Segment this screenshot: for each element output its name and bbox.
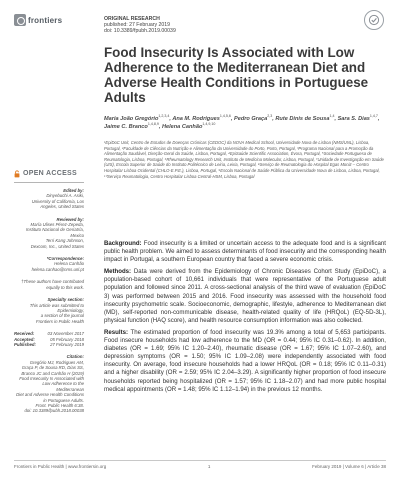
- author-list: Maria João Gregório$^{1,2,3,4}$, Ana M. Rodrigues$^{1,4,5,6}$, Pedro Graça$^{2,3}$, Rute Dinis de Sousa$^{1,4}$, Sara S. Dias$^{1,4,7}$, Jaime C. Branco$^{1,4,8,9}$, Helena Canhão$^{1,4,9,10}$: [104, 114, 380, 130]
- author[interactable]: Sara S. Dias$^{1,4,7}$: [337, 114, 378, 122]
- article-title: Food Insecurity Is Associated with Low Adherence to the Mediterranean Diet and Adverse Health Conditions in Portuguese Adults: [104, 45, 369, 105]
- correspondence-block: *Correspondence: Helena Canhão helena.canhao@nms.unl.pt: [14, 256, 84, 272]
- article-sidebar: [14, 170, 84, 414]
- author[interactable]: Rute Dinis de Sousa$^{1,4}$: [275, 114, 335, 122]
- affiliations: ¹EpiDoC Unit, Centro de Estudos de Doenças Crónicas (CEDOC) da NOVA Medical School, Universidade Nova de Lisboa (NMS/UNL), Lisboa, Portugal, ²Faculdade de Ciências da Nutrição e Alimentação da Universidade do Porto, Porto, Portugal, ³Programa Nacional para a Promoção da Alimentação Saudável, Direção-Geral da Saúde, Lisboa, Portugal, ⁴EpiSaúde Scientific Association, Évora, Portugal, ⁵Sociedade Portuguesa de Reumatologia, Lisboa, Portugal, ⁶Rheumatology Research Unit, Instituto de Medicina Molecular, Lisboa, Portugal, ⁷Unidade de Investigação em Saúde (UIS), Escola Superior de Saúde do Instituto Politécnico de Leiria, Leiria, Portugal, ⁸Serviço de Reumatologia do Hospital Egas Moniz – Centro Hospitalar Lisboa Ocidental (CHLO-E.P.E.), Lisboa, Portugal, ⁹Escola Nacional de Saúde Pública da Universidade Nova de Lisboa, Lisboa, Portugal, ¹⁰Serviço Reumatologia, Centro Hospitalar Lisboa Central-HSM, Lisboa, Portugal: [104, 140, 384, 179]
- abstract-methods: Methods: Data were derived from the Epidemiology of Chronic Diseases Cohort Study (EpiDoC), a population-based cohort of 10,661 individuals that were representative of the Portuguese adult population and followed since 2011. A cross-sectional analysis of the third wave of evaluation (EpiDoC 3) was performed between 2015 and 2016. Food insecurity was assessed with the household food insecurity psychometric scale. Socioeconomic, demographic, lifestyle, adherence to Mediterranean diet (MD), self-reported non-communicable disease, health-related quality of life (HRQoL) (EQ-5D-3L), physical function (HAQ score), and health resource consumption information was also collected.: [104, 268, 386, 324]
- article-type: ORIGINAL RESEARCH: [104, 16, 160, 22]
- reviewed-by-block: Reviewed by: María Ulises Pérez-Zepeda, Instituto Nacional de Geriatría, Mexico Terri Kang Johnson, Dexcom, Inc., United States: [25, 216, 84, 249]
- journal-logo-text: frontiers: [28, 15, 63, 25]
- date-published: Published: 27 February 2019: [14, 341, 84, 347]
- page-number: 1: [207, 464, 211, 469]
- citation-block: Citation: Gregório MJ, Rodrigues AM, Graça P, de Sousa RD, Dias SS, Branco JC and Canhão H (2019) Food Insecurity Is Associated with Low Adherence to the Mediterranean Diet and Adverse Health Conditions in Portuguese Adults. Front. Public Health 6:38. doi: 10.3389/fpubh.2018.00038: [14, 354, 84, 413]
- date-accepted: Accepted: 05 February 2018: [14, 336, 84, 342]
- article-type-line: [104, 16, 176, 34]
- author[interactable]: Ana M. Rodrigues$^{1,4,5,6}$: [172, 114, 231, 122]
- sidebar-divider: [14, 182, 84, 183]
- author[interactable]: Helena Canhão$^{1,4,9,10}$: [161, 122, 216, 130]
- footer-volume: February 2019 | Volume 6 | Article 38: [312, 464, 386, 469]
- doi-line[interactable]: doi: 10.3389/fpubh.2019.00039: [104, 28, 176, 34]
- specialty-section-block: Specialty section: This article was submitted to Epidemiology, a section of the journal Frontiers in Public Health: [29, 297, 84, 324]
- date-received: Received: 03 November 2017: [14, 331, 84, 337]
- check-updates-icon: [368, 14, 380, 26]
- open-access-label: OPEN ACCESS: [14, 170, 84, 178]
- correspondence-email[interactable]: helena.canhao@nms.unl.pt: [31, 266, 84, 272]
- edited-by-block: Edited by: Dinyebuchi A. Asiki, University of California, Los Angeles, United States: [31, 188, 84, 210]
- abstract: [104, 240, 386, 398]
- author[interactable]: Jaime C. Branco$^{1,4,8,9}$: [104, 122, 159, 130]
- author[interactable]: Pedro Graça$^{2,3}$: [233, 114, 273, 122]
- frontiers-logo-icon: [14, 14, 26, 26]
- abstract-background: Background: Food insecurity is a limited or uncertain access to the adequate food and is a significant public health problem. We aimed to assess determinants of food insecurity and the corresponding health impact in Portugal, a southern European country that faced a severe economic crisis.: [104, 240, 386, 264]
- citation-doi[interactable]: doi: 10.3389/fpubh.2018.00038: [24, 408, 84, 414]
- author[interactable]: Maria João Gregório$^{1,2,3,4}$: [104, 114, 170, 122]
- equal-contribution-note: †These authors have contributed equally to this work.: [21, 279, 84, 290]
- article-dates: [14, 331, 84, 347]
- journal-logo: [14, 13, 74, 27]
- footer-journal[interactable]: Frontiers in Public Health | www.frontiersin.org: [14, 464, 107, 469]
- open-lock-icon: [14, 170, 20, 178]
- check-for-updates-badge[interactable]: [364, 10, 384, 30]
- abstract-results: Results: The estimated proportion of food insecurity was 19.3% among a total of 5,653 participants. Food insecure households had low adherence to the MD (OR = 0.44; 95% IC 0.31–0.62). In addition, diabetes (OR = 1.69; 95% IC 1.20–2.40), rheumatic disease (OR = 1.67; 95% IC 1.07–2.60), and depression symptoms (OR = 1.50; 95% IC 1.09–2.08) were independently associated with food insecurity. On average, food insecure households had a lower HRQoL (OR = 0.18; 95% IC 0.11–0.31) and a higher disability (OR = 2.59; 95% IC 2.04–3.29). A significantly higher proportion of food insecure households reported being hospitalized (OR = 1.57; 95% IC 1.18–2.07) and had more public hospital medical appointments (OR = 1.48; 95% IC 1.12–1.94) in the previous 12 months.: [104, 328, 386, 393]
- page-footer: [14, 460, 386, 469]
- published-line: published: 27 February 2019: [104, 22, 171, 28]
